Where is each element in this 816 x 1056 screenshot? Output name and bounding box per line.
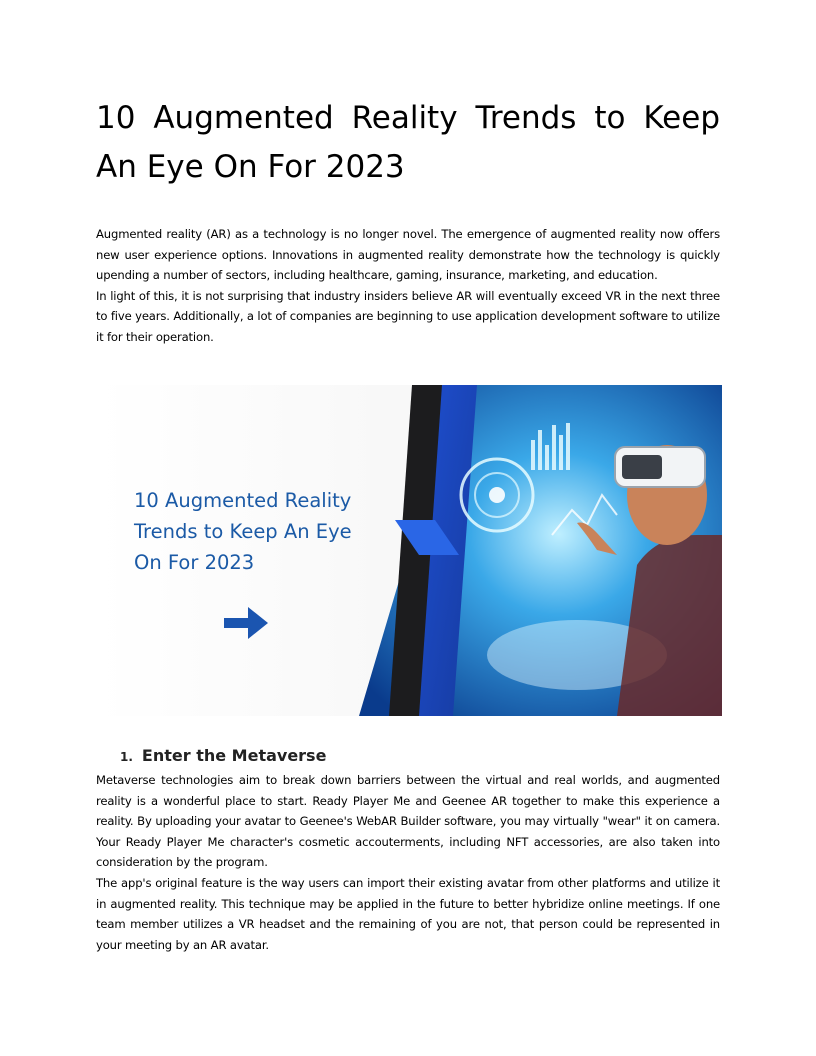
- document-page: [96, 94, 720, 348]
- hud-core: [489, 487, 505, 503]
- section-paragraph-1: Metaverse technologies aim to break down barriers between the virtual and real worlds, and augmented reality is a wonderful place to start. Ready Player Me and Geenee AR together to make this experience a reality. By uploading your avatar to Geenee's WebAR Builder software, you may virtually "wear" it on camera. Your Ready Player Me character's cosmetic accouterments, including NFT accessories, are also taken into consideration by the program.: [96, 773, 720, 870]
- intro-section: [96, 224, 720, 348]
- page-title: 10 Augmented Reality Trends to Keep An Eye On For 2023: [96, 100, 720, 185]
- arrow-right-icon: [224, 607, 268, 639]
- banner-line-1: 10 Augmented Reality: [134, 489, 352, 512]
- trend-section-1: [96, 745, 720, 955]
- section-heading: [96, 745, 720, 768]
- banner-line-3: On For 2023: [134, 551, 255, 574]
- intro-paragraph-1: Augmented reality (AR) as a technology is no longer novel. The emergence of augmented reality now offers new user experience options. Innovations in augmented reality demonstrate how the technology is quickly upending a number of sectors, including healthcare, gaming, insurance, marketing, and education.: [96, 227, 720, 283]
- section-paragraph-2: The app's original feature is the way users can import their existing avatar from other platforms and utilize it in augmented reality. This technique may be applied in the future to better hybridize online meetings. If one team member utilizes a VR headset and the remaining of you are not, that person could be represented in your meeting by an AR avatar.: [96, 875, 720, 952]
- section-title: Enter the Metaverse: [141, 746, 327, 765]
- section-number: 1.: [120, 750, 133, 764]
- intro-paragraph-2: In light of this, it is not surprising that industry insiders believe AR will eventually exceed VR in the next three to five years. Additionally, a lot of companies are beginning to use application development software to utilize it for their operation.: [96, 288, 721, 344]
- banner-headline: [134, 485, 394, 578]
- banner-image: [97, 385, 722, 716]
- banner-line-2: Trends to Keep An Eye: [134, 520, 352, 543]
